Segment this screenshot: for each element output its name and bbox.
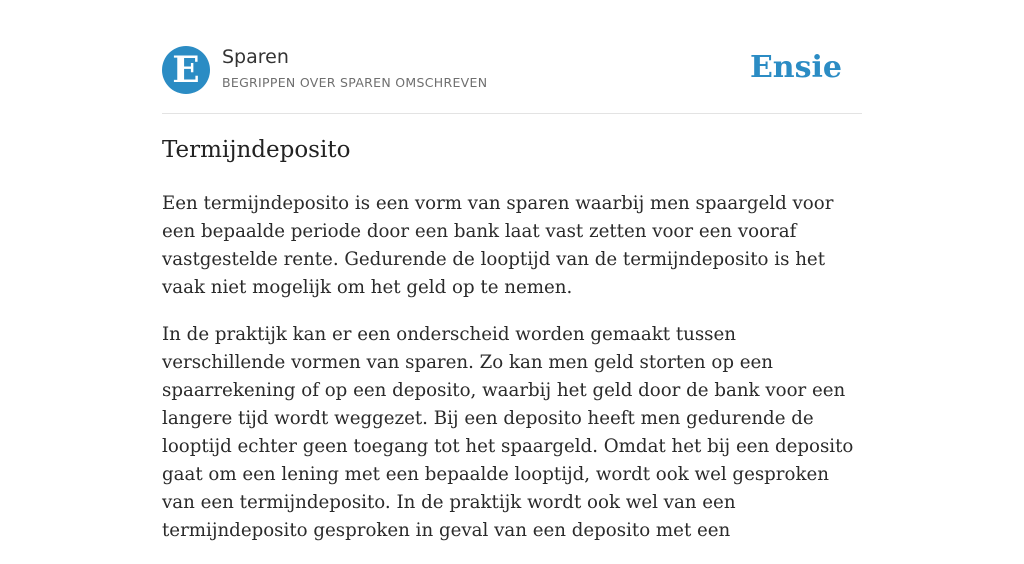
- header: [162, 46, 862, 96]
- category-title[interactable]: Sparen: [222, 46, 289, 68]
- header-divider: [162, 113, 862, 114]
- article-paragraph: In de praktijk kan er een onderscheid worden gemaakt tussen verschillende vormen van sparen. Zo kan men geld storten op een spaarrekening of op een deposito, waarbij het geld door de bank voor een langere tijd wordt weggezet. Bij een deposito heeft men gedurende de looptijd echter geen toegang tot het spaargeld. Omdat het bij een deposito gaat om een lening met een bepaalde looptijd, wordt ook wel gesproken van een termijndeposito. In de praktijk wordt ook wel van een termijndeposito gesproken in geval van een deposito met een: [162, 324, 854, 541]
- ensie-logo-icon[interactable]: E: [162, 46, 210, 94]
- category-subtitle: BEGRIPPEN OVER SPAREN OMSCHREVEN: [222, 75, 488, 90]
- brand-logo[interactable]: Ensie: [749, 50, 842, 85]
- article-body: [162, 190, 864, 564]
- article-title: Termijndeposito: [162, 137, 351, 163]
- article-paragraph: Een termijndeposito is een vorm van sparen waarbij men spaargeld voor een bepaalde periode door een bank laat vast zetten voor een vooraf vastgestelde rente. Gedurende de looptijd van de termijndeposito is het vaak niet mogelijk om het geld op te nemen.: [162, 193, 834, 298]
